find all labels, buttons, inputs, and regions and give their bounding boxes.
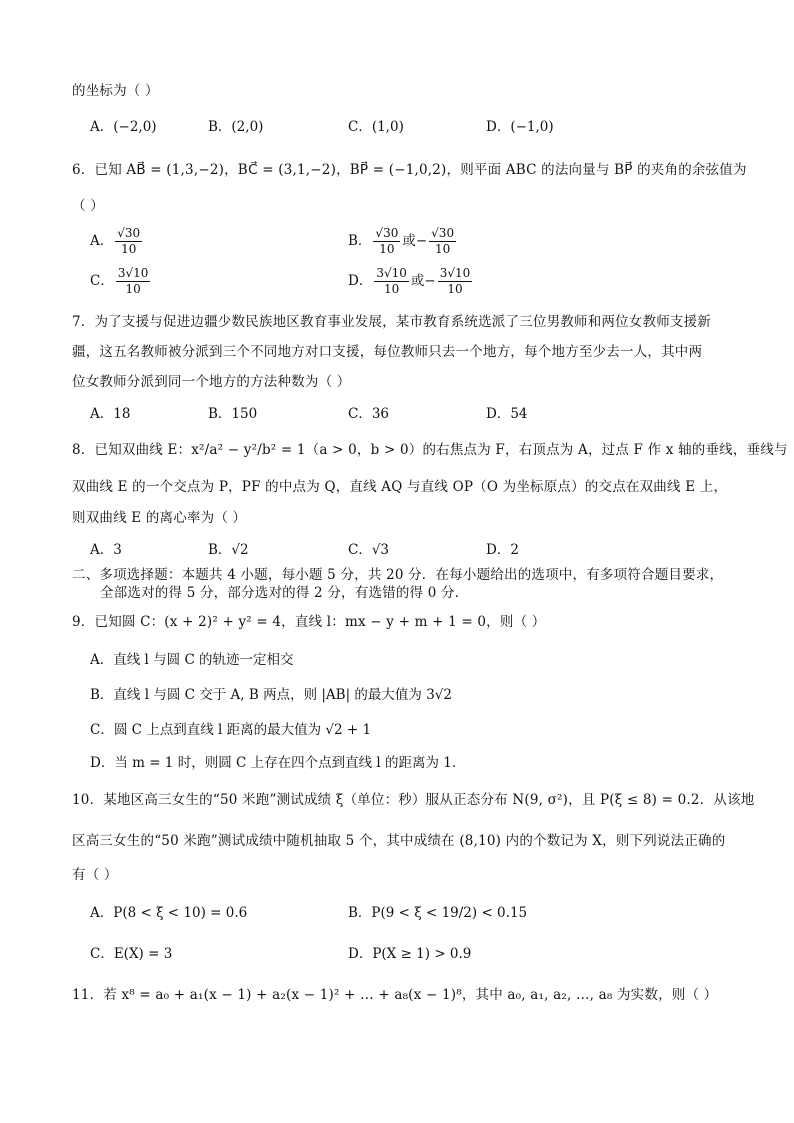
- q6-option-a: [90, 226, 144, 257]
- denominator: 10: [434, 242, 451, 256]
- q7-line-3: 位女教师分派到同一个地方的方法种数为（ ）: [72, 374, 351, 390]
- option-label: C．: [90, 273, 114, 289]
- q7-option-c: C．36: [348, 406, 390, 422]
- denominator: 10: [125, 282, 141, 296]
- numerator: √30: [375, 226, 399, 240]
- q5-option-b: B．(2,0): [208, 119, 264, 135]
- q10-line-2: 区高三女生的“50 米跑”测试成绩中随机抽取 5 个，其中成绩在 (8,10) 内的个数记为 X，则下列说法正确的: [72, 833, 726, 849]
- q8-option-a: A．3: [90, 542, 122, 558]
- minus-sign: −: [424, 273, 436, 289]
- q5-option-c: C．(1,0): [348, 119, 404, 135]
- q10-option-d: D．P(X ≥ 1) > 0.9: [348, 946, 472, 962]
- fraction: [116, 266, 151, 297]
- numerator: √30: [117, 226, 141, 240]
- q10-option-b: B．P(9 < ξ < 19/2) < 0.15: [348, 905, 528, 921]
- q7-line-1: 7．为了支援与促进边疆少数民族地区教育事业发展，某市教育系统选派了三位男教师和两位女教师支援新: [72, 314, 711, 330]
- fraction: [429, 226, 456, 257]
- q8-option-d: D．2: [486, 542, 519, 558]
- q6-option-d: [348, 266, 474, 297]
- q8-line-3: 则双曲线 E 的离心率为（ ）: [72, 510, 247, 526]
- q7-option-a: A．18: [90, 406, 131, 422]
- or-word: 或: [410, 273, 425, 289]
- or-word: 或: [402, 233, 416, 249]
- q8-option-c: C．√3: [348, 542, 390, 558]
- q7-line-2: 疆，这五名教师被分派到三个不同地方对口支援，每位教师只去一个地方，每个地方至少去一人，其中两: [72, 344, 703, 360]
- q10-line-3: 有（ ）: [72, 867, 118, 883]
- q9-stem: 9．已知圆 C：(x + 2)² + y² = 4，直线 l：mx − y + m + 1 = 0，则（ ）: [72, 614, 546, 630]
- q6-stem: 6．已知 AB⃗ = (1,3,−2)，BC⃗ = (3,1,−2)，BP⃗ = (−1,0,2)，则平面 ABC 的法向量与 BP⃗ 的夹角的余弦值为: [72, 162, 747, 178]
- minus-sign: −: [415, 233, 428, 249]
- q5-tail: 的坐标为（ ）: [72, 83, 159, 99]
- q6-option-b: [348, 226, 458, 257]
- q11-stem: 11．若 x⁸ = a₀ + a₁(x − 1) + a₂(x − 1)² + … + a₈(x − 1)⁸，其中 a₀, a₁, a₂, …, a₈ 为实数，则（ ）: [72, 987, 718, 1003]
- numerator: 3√10: [117, 266, 149, 280]
- q5-option-a: A．(−2,0): [90, 119, 157, 135]
- numerator: √30: [431, 226, 455, 240]
- q7-option-b: B．150: [208, 406, 258, 422]
- option-label: D．: [348, 273, 373, 289]
- q7-option-d: D．54: [486, 406, 528, 422]
- section-2-rules: 全部选对的得 5 分，部分选对的得 2 分，有选错的得 0 分．: [100, 585, 469, 601]
- denominator: 10: [383, 282, 400, 296]
- q8-line-1: 8．已知双曲线 E：x²/a² − y²/b² = 1（a > 0，b > 0）的右焦点为 F，右顶点为 A，过点 F 作 x 轴的垂线，垂线与: [72, 442, 788, 458]
- q8-option-b: B．√2: [208, 542, 249, 558]
- q8-line-2: 双曲线 E 的一个交点为 P，PF 的中点为 Q，直线 AQ 与直线 OP（O 为坐标原点）的交点在双曲线 E 上，: [72, 479, 728, 495]
- denominator: 10: [379, 242, 395, 256]
- section-2-heading: 二、多项选择题：本题共 4 小题，每小题 5 分，共 20 分．在每小题给出的选项中，有多项符合题目要求，: [72, 567, 724, 583]
- q5-option-d: D．(−1,0): [486, 119, 554, 135]
- option-label: A．: [90, 233, 114, 249]
- fraction: [438, 266, 473, 297]
- option-label: B．: [348, 233, 372, 249]
- denominator: 10: [121, 242, 137, 256]
- numerator: 3√10: [376, 266, 407, 280]
- q9-option-d: D．当 m = 1 时，则圆 C 上存在四个点到直线 l 的距离为 1.: [90, 755, 457, 771]
- q6-option-c: [90, 266, 152, 297]
- fraction: [373, 226, 400, 257]
- q10-option-a: A．P(8 < ξ < 10) = 0.6: [90, 905, 248, 921]
- fraction: [115, 226, 142, 257]
- q10-line-1: 10．某地区高三女生的“50 米跑”测试成绩 ξ（单位：秒）服从正态分布 N(9, σ²)，且 P(ξ ≤ 8) = 0.2．从该地: [72, 792, 755, 808]
- numerator: 3√10: [439, 266, 471, 280]
- q6-paren: （ ）: [72, 198, 104, 214]
- q9-option-b: B．直线 l 与圆 C 交于 A, B 两点，则 |AB| 的最大值为 3√2: [90, 687, 452, 703]
- q10-option-c: C．E(X) = 3: [90, 946, 173, 962]
- q9-option-c: C．圆 C 上点到直线 l 距离的最大值为 √2 + 1: [90, 722, 372, 738]
- q9-option-a: A．直线 l 与圆 C 的轨迹一定相交: [90, 652, 294, 668]
- fraction: [374, 266, 409, 297]
- denominator: 10: [447, 282, 463, 296]
